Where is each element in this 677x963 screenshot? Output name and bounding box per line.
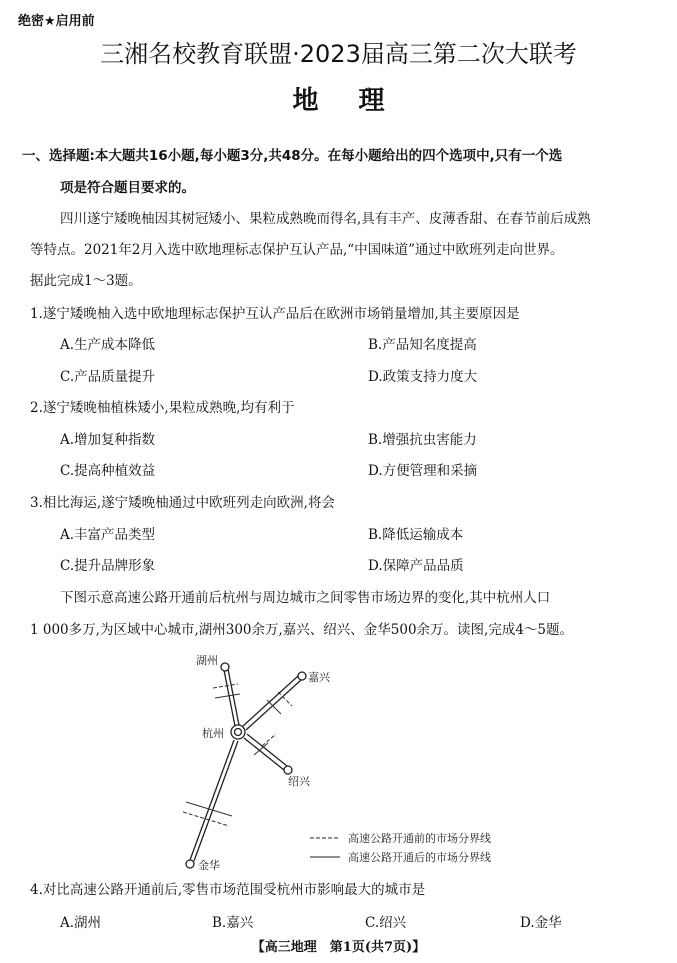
- question-4-option-d[interactable]: D.金华: [520, 915, 562, 931]
- question-3-option-d[interactable]: D.保障产品品质: [368, 558, 464, 574]
- question-1-option-c[interactable]: C.产品质量提升: [60, 369, 156, 385]
- passage1-line2: 等特点。2021年2月入选中欧地理标志保护互认产品,“中国味道”通过中欧班列走向世界。: [30, 242, 564, 258]
- label-hangzhou: 杭州: [202, 727, 224, 740]
- label-jinhua: 金华: [198, 859, 220, 872]
- question-4-stem: 4.对比高速公路开通前后,零售市场范围受杭州市影响最大的城市是: [30, 882, 426, 898]
- question-3-option-a[interactable]: A.丰富产品类型: [60, 527, 156, 543]
- shaoxing-marker: [284, 766, 292, 774]
- exam-title: 三湘名校教育联盟·2023届高三第二次大联考: [100, 40, 577, 68]
- question-2-option-c[interactable]: C.提高种植效益: [60, 463, 156, 479]
- question-3-stem: 3.相比海运,遂宁矮晚柚通过中欧班列走向欧洲,将会: [30, 495, 335, 511]
- city-markers: [186, 663, 306, 868]
- passage1-line1: 四川遂宁矮晚柚因其树冠矮小、果粒成熟晚而得名,具有丰产、皮薄香甜、在春节前后成熟: [60, 211, 591, 227]
- question-2-stem: 2.遂宁矮晚柚植株矮小,果粒成熟晚,均有利于: [30, 400, 295, 416]
- question-1-option-a[interactable]: A.生产成本降低: [60, 337, 156, 353]
- question-2-option-b[interactable]: B.增强抗虫害能力: [368, 432, 477, 448]
- question-1-stem: 1.遂宁矮晚柚入选中欧地理标志保护互认产品后在欧洲市场销量增加,其主要原因是: [30, 306, 520, 322]
- question-1-option-d[interactable]: D.政策支持力度大: [368, 369, 478, 385]
- legend-after-label: 高速公路开通后的市场分界线: [348, 851, 491, 864]
- huzhou-marker: [221, 663, 229, 671]
- page-footer: 【高三地理 第1页(共7页)】: [251, 940, 426, 955]
- map-legend: [310, 831, 491, 864]
- jinhua-marker: [186, 860, 194, 868]
- label-huzhou: 湖州: [196, 654, 218, 667]
- confidential-label: 绝密★启用前: [18, 14, 95, 29]
- question-4-option-b[interactable]: B.嘉兴: [212, 915, 254, 931]
- legend-before-label: 高速公路开通前的市场分界线: [348, 832, 491, 845]
- boundary-before: [183, 684, 292, 826]
- section-heading-line1: 一、选择题:本大题共16小题,每小题3分,共48分。在每小题给出的四个选项中,只有一个选: [22, 148, 563, 164]
- passage2-line1: 下图示意高速公路开通前后杭州与周边城市之间零售市场边界的变化,其中杭州人口: [60, 590, 551, 606]
- label-jiaxing: 嘉兴: [308, 671, 330, 684]
- question-1-option-b[interactable]: B.产品知名度提高: [368, 337, 477, 353]
- question-2-option-d[interactable]: D.方便管理和采摘: [368, 463, 478, 479]
- question-3-option-b[interactable]: B.降低运输成本: [368, 527, 464, 543]
- question-3-option-c[interactable]: C.提升品牌形象: [60, 558, 156, 574]
- hangzhou-marker-inner: [235, 729, 242, 736]
- label-shaoxing: 绍兴: [288, 775, 310, 788]
- section-heading-line2: 项是符合题目要求的。: [60, 180, 195, 196]
- passage1-line3: 据此完成1～3题。: [30, 273, 142, 289]
- question-4-option-c[interactable]: C.绍兴: [365, 915, 407, 931]
- jiaxing-marker: [298, 672, 306, 680]
- question-4-option-a[interactable]: A.湖州: [60, 915, 102, 931]
- subject-title: 地理: [292, 86, 425, 116]
- passage2-line2: 1 000多万,为区域中心城市,湖州300余万,嘉兴、绍兴、金华500余万。读图,完成4～5题。: [30, 622, 574, 638]
- question-2-option-a[interactable]: A.增加复种指数: [60, 432, 156, 448]
